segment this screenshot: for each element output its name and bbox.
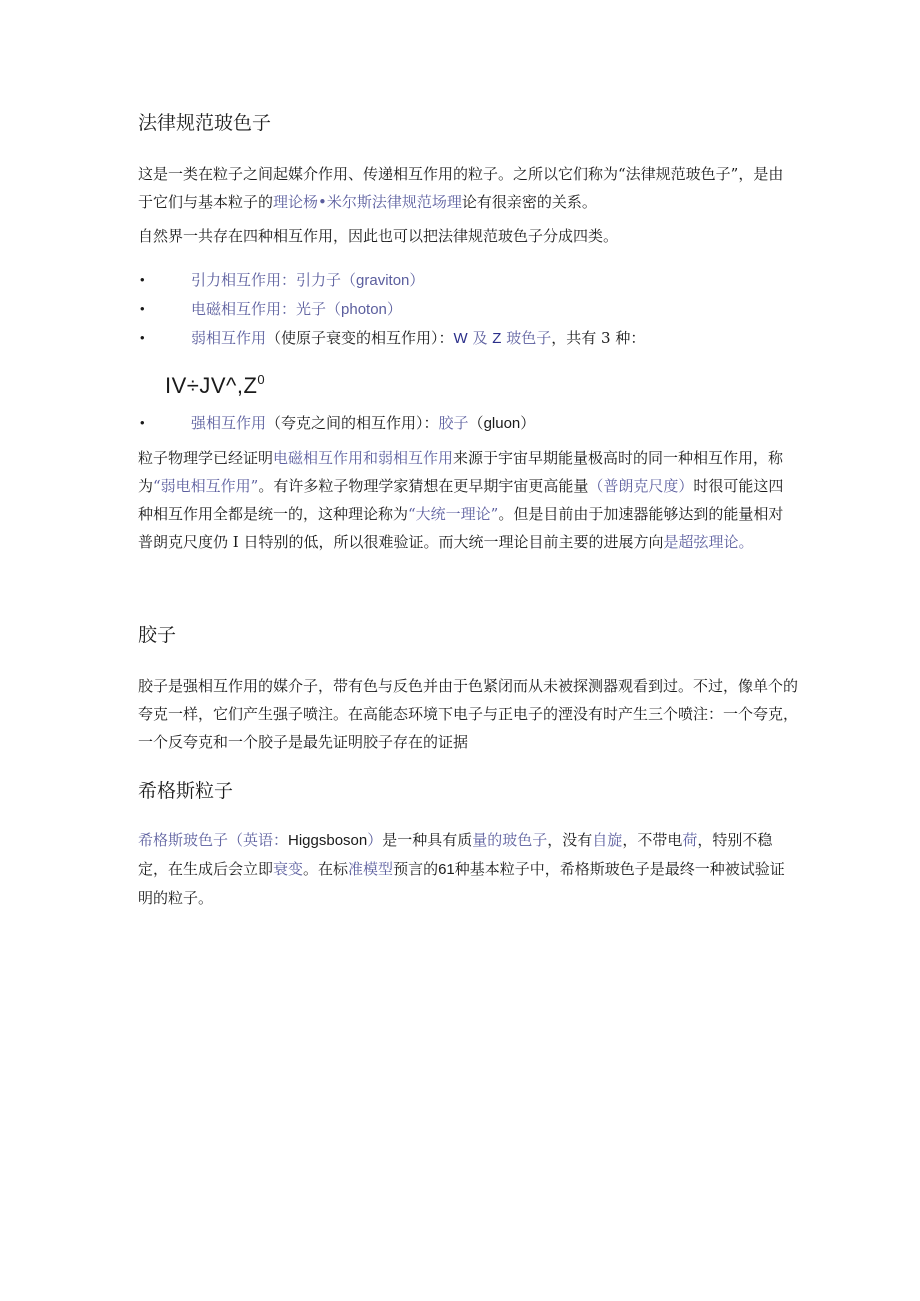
link-yang-mills[interactable]: 理论杨•米尔斯法律规范场理 — [273, 193, 462, 211]
graviton-term: graviton — [356, 272, 410, 289]
link-gluon[interactable]: 胶子 — [438, 414, 469, 432]
link-boson[interactable]: 玻色子 — [506, 329, 552, 347]
text-run: ，没有 — [547, 831, 593, 849]
paragraph-higgs — [138, 826, 798, 912]
link-weak-interaction[interactable]: 弱相互作用 — [191, 329, 267, 347]
text-run: 论有很亲密的关系。 — [461, 193, 597, 211]
formula-superscript: 0 — [257, 372, 266, 387]
text-run: 预言的 — [393, 860, 439, 878]
link-gravity[interactable]: 引力相互作用：引力子（ — [191, 271, 357, 289]
paragraph-four-interactions: 自然界一共存在四种相互作用，因此也可以把法律规范玻色子分成四类。 — [138, 227, 619, 245]
link-strong-interaction[interactable]: 强相互作用 — [191, 414, 267, 432]
text-run: 时很可能这四种相互作用全都是统一的，这种理论称为 — [138, 477, 784, 523]
close-paren: ） — [386, 300, 402, 318]
link-planck-scale[interactable]: （普朗克尺度） — [588, 477, 694, 495]
formula-main: IV÷JV^,Z — [165, 373, 258, 398]
list-item-strong — [138, 409, 798, 438]
section-title-higgs: 希格斯粒子 — [138, 780, 234, 802]
photon-term: photon — [341, 301, 387, 318]
section-title-gluon: 胶子 — [138, 624, 177, 646]
paragraph-unification — [138, 444, 798, 556]
link-higgs-boson[interactable]: 希格斯玻色子（英语： — [138, 831, 289, 849]
strong-description: （夸克之间的相互作用）： — [266, 414, 439, 432]
text-run: ，特别不稳定，在生成后会立即 — [138, 831, 773, 878]
link-electroweak[interactable]: “弱电相互作用” — [153, 477, 259, 495]
z-boson-term[interactable]: Z — [492, 330, 502, 347]
link-grand-unified-theory[interactable]: “大统一理论” — [408, 505, 499, 523]
link-electroweak-components[interactable]: 电磁相互作用和弱相互作用 — [273, 449, 454, 467]
weak-count: ，共有 3 种： — [551, 329, 646, 347]
link-decay[interactable]: 衰变 — [273, 860, 304, 878]
interaction-list-continued — [138, 409, 798, 438]
text-run: 这是一类在粒子之间起媒介作用、传递相互作用的粒子。之所以它们称为“法律规范玻色子”，是由于它们与基本粒子的 — [138, 165, 784, 211]
paragraph-gluon: 胶子是强相互作用的媒介子，带有色与反色并由于色紧闭而从未被探测器观看到过。不过，像单个的夸克一样，它们产生强子喷注。在高能态环境下电子与正电子的湮没有时产生三个喷注：一个夸克，一个反夸克和一个胶子是最先证明胶子存在的证据 — [138, 677, 799, 751]
list-item-electromagnetic — [138, 295, 798, 324]
open-paren: （ — [468, 414, 484, 432]
text-run: 。 — [738, 533, 754, 551]
text-run: 来源于宇宙早期能量极高时的同一种相互作用，称为 — [138, 449, 784, 495]
text-run: 。有许多粒子物理学家猜想在更早期宇宙更高能量 — [258, 477, 589, 495]
link-standard-model[interactable]: 准模型 — [348, 860, 394, 878]
link-superstring-theory[interactable]: 是超弦理论 — [663, 533, 739, 551]
link-electromagnetic[interactable]: 电磁相互作用：光子（ — [191, 300, 342, 318]
w-boson-term[interactable]: W — [453, 330, 468, 347]
paragraph-gauge-intro — [138, 160, 798, 216]
higgs-english-term: Higgsboson — [288, 832, 368, 849]
list-item-gravity — [138, 266, 798, 295]
document-page — [138, 108, 798, 912]
text-run: 种基本粒子中，希格斯玻色子是最终一种被试验证明的粒子。 — [138, 860, 785, 907]
and-word: 及 — [472, 329, 488, 347]
list-item-weak — [138, 324, 798, 353]
text-run: ，不带电 — [622, 831, 683, 849]
close-paren: ） — [409, 271, 425, 289]
particle-count: 61 — [438, 861, 455, 878]
bullet-icon: • — [140, 301, 145, 316]
section-title-gauge-bosons: 法律规范玻色子 — [138, 112, 272, 134]
weak-boson-formula — [165, 363, 798, 403]
text-run: 是一种具有质 — [382, 831, 473, 849]
bullet-icon: • — [140, 330, 145, 345]
text-run: 粒子物理学已经证明 — [138, 449, 274, 467]
bullet-icon: • — [140, 272, 145, 287]
close-paren: ） — [367, 831, 383, 849]
link-boson[interactable]: 量的玻色子 — [472, 831, 548, 849]
link-spin[interactable]: 自旋 — [592, 831, 623, 849]
link-charge[interactable]: 荷 — [682, 831, 698, 849]
bullet-icon: • — [140, 415, 145, 430]
text-run: 。在标 — [303, 860, 349, 878]
gluon-term: gluon — [483, 415, 521, 432]
weak-description: （使原子衰变的相互作用）： — [266, 329, 454, 347]
text-run: 。但是目前由于加速器能够达到的能量相对普朗克尺度仍 I 日特别的低，所以很难验证。而大统一理论目前主要的进展方向 — [138, 505, 784, 551]
close-paren: ） — [520, 414, 536, 432]
interaction-list — [138, 266, 798, 353]
